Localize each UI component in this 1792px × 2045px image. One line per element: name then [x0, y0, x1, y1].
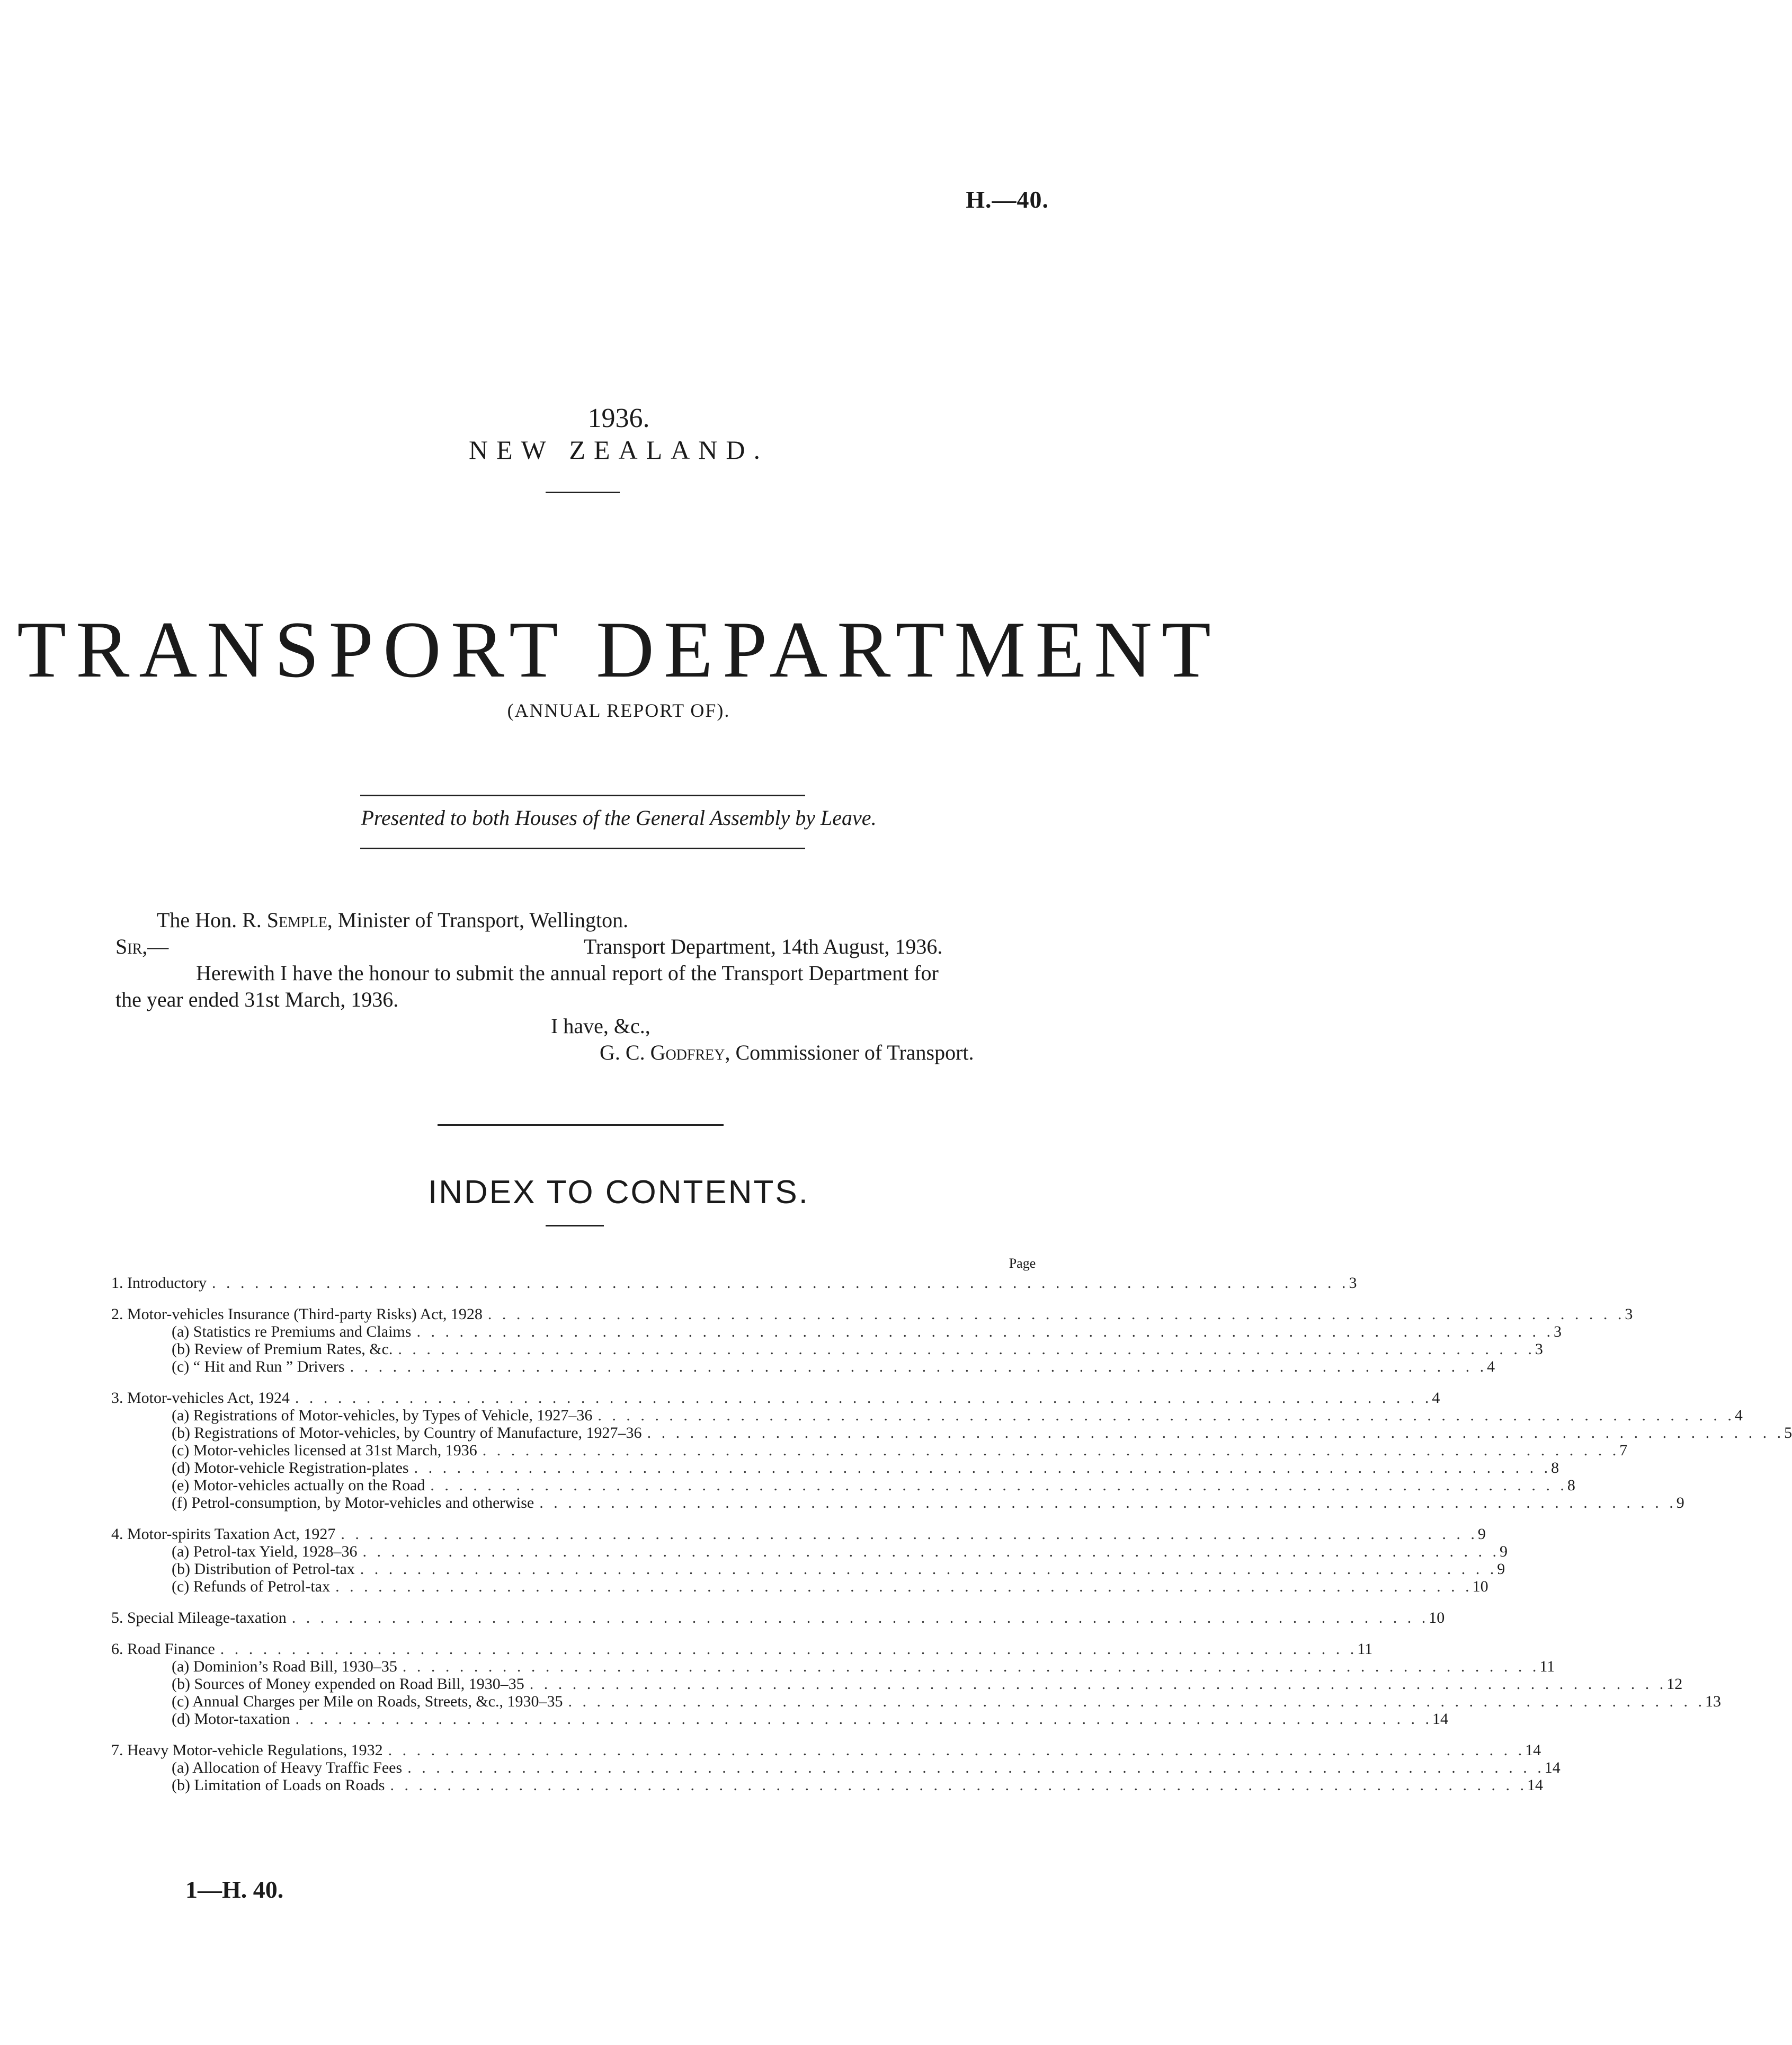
leader-dots: . . . . . . . . . . . . . . . . . . . . . . . . . . . . . . . . . . . . . . . . . . . . . . . . . . . . . . . . . . . . . . . . . . . . . . . . . . . . . . . .: [482, 1442, 1620, 1459]
toc-section: [111, 1741, 1541, 1759]
leader-dots: . . . . . . . . . . . . . . . . . . . . . . . . . . . . . . . . . . . . . . . . . . . . . . . . . . . . . . . . . . . . . . . . . . . . . . . . . . . . . . . .: [568, 1693, 1705, 1710]
leader-dots: . . . . . . . . . . . . . . . . . . . . . . . . . . . . . . . . . . . . . . . . . . . . . . . . . . . . . . . . . . . . . . . . . . . . . . . . . . . . . . . .: [291, 1609, 1429, 1626]
leader-dots: . . . . . . . . . . . . . . . . . . . . . . . . . . . . . . . . . . . . . . . . . . . . . . . . . . . . . . . . . . . . . . . . . . . . . . . . . . . . . . . .: [350, 1358, 1487, 1375]
toc-page-number: 14: [1525, 1741, 1541, 1759]
toc-subsection: [111, 1776, 1543, 1794]
toc-page-number: 3: [1625, 1305, 1633, 1323]
toc-page-number: 14: [1527, 1776, 1543, 1794]
leader-dots: . . . . . . . . . . . . . . . . . . . . . . . . . . . . . . . . . . . . . . . . . . . . . . . . . . . . . . . . . . . . . . . . . . . . . . . . . . . . . . . .: [647, 1424, 1785, 1442]
toc-label: (c) Refunds of Petrol-tax: [172, 1578, 331, 1595]
toc-label: 2. Motor-vehicles Insurance (Third-party Risks) Act, 1928: [111, 1305, 483, 1323]
leader-dots: . . . . . . . . . . . . . . . . . . . . . . . . . . . . . . . . . . . . . . . . . . . . . . . . . . . . . . . . . . . . . . . . . . . . . . . . . . . . . . . .: [220, 1640, 1358, 1658]
toc-label: 7. Heavy Motor-vehicle Regulations, 1932: [111, 1741, 383, 1759]
addressee-prefix: The Hon. R.: [157, 908, 267, 932]
toc-page-number: 3: [1349, 1274, 1357, 1292]
country-heading: NEW ZEALAND.: [469, 435, 769, 465]
toc-subsection: [111, 1658, 1555, 1675]
toc-label: (c) Annual Charges per Mile on Roads, Streets, &c., 1930–35: [172, 1693, 563, 1710]
leader-dots: . . . . . . . . . . . . . . . . . . . . . . . . . . . . . . . . . . . . . . . . . . . . . . . . . . . . . . . . . . . . . . . . . . . . . . . . . . . . . . . .: [598, 1407, 1735, 1424]
toc-label: (d) Motor-vehicle Registration-plates: [172, 1459, 409, 1477]
toc-page-number: 3: [1535, 1340, 1543, 1358]
toc-section: [111, 1525, 1486, 1543]
toc-page-number: 11: [1539, 1658, 1555, 1675]
toc-subsection: [111, 1323, 1562, 1340]
toc-label: (b) Review of Premium Rates, &c.: [172, 1340, 393, 1358]
toc-section: [111, 1640, 1373, 1658]
addressee-line: [157, 907, 628, 933]
toc-subsection: [111, 1340, 1543, 1358]
toc-label: (a) Dominion’s Road Bill, 1930–35: [172, 1658, 397, 1675]
leader-dots: . . . . . . . . . . . . . . . . . . . . . . . . . . . . . . . . . . . . . . . . . . . . . . . . . . . . . . . . . . . . . . . . . . . . . . . . . . . . . . . .: [414, 1459, 1552, 1477]
divider: [438, 1124, 724, 1126]
toc-label: 3. Motor-vehicles Act, 1924: [111, 1389, 290, 1407]
toc-page-number: 11: [1357, 1640, 1373, 1658]
toc-section: [111, 1274, 1357, 1292]
page-signature: 1—H. 40.: [185, 1876, 284, 1903]
signer-line: [600, 1039, 974, 1066]
toc-page-number: 9: [1676, 1494, 1684, 1511]
toc-label: (b) Registrations of Motor-vehicles, by Country of Manufacture, 1927–36: [172, 1424, 642, 1442]
toc-page-number: 10: [1472, 1578, 1488, 1595]
leader-dots: . . . . . . . . . . . . . . . . . . . . . . . . . . . . . . . . . . . . . . . . . . . . . . . . . . . . . . . . . . . . . . . . . . . . . . . . . . . . . . . .: [398, 1340, 1535, 1358]
toc-subsection: [111, 1494, 1684, 1511]
toc-page-number: 13: [1705, 1693, 1721, 1710]
toc-page-number: 12: [1666, 1675, 1683, 1693]
toc-subsection: [111, 1459, 1559, 1477]
leader-dots: . . . . . . . . . . . . . . . . . . . . . . . . . . . . . . . . . . . . . . . . . . . . . . . . . . . . . . . . . . . . . . . . . . . . . . . . . . . . . . . .: [539, 1494, 1677, 1511]
leader-dots: . . . . . . . . . . . . . . . . . . . . . . . . . . . . . . . . . . . . . . . . . . . . . . . . . . . . . . . . . . . . . . . . . . . . . . . . . . . . . . . .: [295, 1710, 1433, 1728]
toc-subsection: [111, 1543, 1508, 1560]
toc-page-number: 10: [1429, 1609, 1445, 1626]
toc-section: [111, 1389, 1440, 1407]
table-of-contents: [111, 1274, 1792, 1794]
toc-page-number: 9: [1499, 1543, 1508, 1560]
toc-subsection: [111, 1759, 1561, 1776]
leader-dots: . . . . . . . . . . . . . . . . . . . . . . . . . . . . . . . . . . . . . . . . . . . . . . . . . . . . . . . . . . . . . . . . . . . . . . . . . . . . . . . .: [341, 1525, 1478, 1543]
divider: [546, 1225, 604, 1226]
leader-dots: . . . . . . . . . . . . . . . . . . . . . . . . . . . . . . . . . . . . . . . . . . . . . . . . . . . . . . . . . . . . . . . . . . . . . . . . . . . . . . . .: [388, 1741, 1526, 1759]
toc-page-number: 4: [1734, 1407, 1743, 1424]
signer-name: Godfrey: [650, 1041, 725, 1064]
toc-page-number: 7: [1619, 1442, 1628, 1459]
toc-page-number: 9: [1497, 1560, 1505, 1578]
toc-label: (a) Allocation of Heavy Traffic Fees: [172, 1759, 403, 1776]
divider-top: [360, 795, 805, 796]
index-title: INDEX TO CONTENTS.: [427, 1174, 809, 1211]
addressee-suffix: , Minister of Transport, Wellington.: [327, 908, 629, 932]
leader-dots: . . . . . . . . . . . . . . . . . . . . . . . . . . . . . . . . . . . . . . . . . . . . . . . . . . . . . . . . . . . . . . . . . . . . . . . . . . . . . . . .: [362, 1543, 1500, 1560]
section-gap: [111, 1595, 1054, 1609]
toc-label: (b) Sources of Money expended on Road Bill, 1930–35: [172, 1675, 524, 1693]
leader-dots: . . . . . . . . . . . . . . . . . . . . . . . . . . . . . . . . . . . . . . . . . . . . . . . . . . . . . . . . . . . . . . . . . . . . . . . . . . . . . . . .: [407, 1759, 1545, 1776]
department-title: TRANSPORT DEPARTMENT: [17, 605, 1220, 694]
toc-page-number: 4: [1432, 1389, 1440, 1407]
toc-subsection: [111, 1407, 1743, 1424]
toc-subsection: [111, 1693, 1721, 1710]
leader-dots: . . . . . . . . . . . . . . . . . . . . . . . . . . . . . . . . . . . . . . . . . . . . . . . . . . . . . . . . . . . . . . . . . . . . . . . . . . . . . . . .: [211, 1274, 1349, 1292]
salutation: Sir,—: [115, 935, 169, 958]
toc-page-number: 8: [1551, 1459, 1559, 1477]
toc-section: [111, 1305, 1633, 1323]
toc-label: 6. Road Finance: [111, 1640, 215, 1658]
section-gap: [111, 1375, 1054, 1389]
toc-label: (c) “ Hit and Run ” Drivers: [172, 1358, 345, 1375]
closing: I have, &c.,: [551, 1014, 650, 1038]
toc-label: (c) Motor-vehicles licensed at 31st March, 1936: [172, 1442, 477, 1459]
leader-dots: . . . . . . . . . . . . . . . . . . . . . . . . . . . . . . . . . . . . . . . . . . . . . . . . . . . . . . . . . . . . . . . . . . . . . . . . . . . . . . . .: [430, 1477, 1567, 1494]
toc-page-number: 9: [1477, 1525, 1486, 1543]
toc-label: 1. Introductory: [111, 1274, 207, 1292]
leader-dots: . . . . . . . . . . . . . . . . . . . . . . . . . . . . . . . . . . . . . . . . . . . . . . . . . . . . . . . . . . . . . . . . . . . . . . . . . . . . . . . .: [529, 1675, 1667, 1693]
toc-subsection: [111, 1675, 1683, 1693]
date-line: Transport Department, 14th August, 1936.: [584, 935, 943, 958]
toc-page-number: 14: [1544, 1759, 1561, 1776]
section-gap: [111, 1626, 1054, 1640]
toc-page-number: 5: [1784, 1424, 1792, 1442]
toc-section: [111, 1609, 1445, 1626]
divider: [546, 492, 620, 493]
addressee-name: Semple: [266, 908, 327, 932]
toc-subsection: [111, 1424, 1792, 1442]
document-id: H.—40.: [966, 186, 1049, 213]
toc-label: (a) Statistics re Premiums and Claims: [172, 1323, 412, 1340]
toc-subsection: [111, 1560, 1505, 1578]
toc-subsection: [111, 1578, 1488, 1595]
leader-dots: . . . . . . . . . . . . . . . . . . . . . . . . . . . . . . . . . . . . . . . . . . . . . . . . . . . . . . . . . . . . . . . . . . . . . . . . . . . . . . . .: [295, 1389, 1432, 1407]
toc-label: 4. Motor-spirits Taxation Act, 1927: [111, 1525, 336, 1543]
toc-label: (a) Petrol-tax Yield, 1928–36: [172, 1543, 358, 1560]
toc-subsection: [111, 1477, 1575, 1494]
section-gap: [111, 1511, 1054, 1525]
leader-dots: . . . . . . . . . . . . . . . . . . . . . . . . . . . . . . . . . . . . . . . . . . . . . . . . . . . . . . . . . . . . . . . . . . . . . . . . . . . . . . . .: [390, 1776, 1527, 1794]
leader-dots: . . . . . . . . . . . . . . . . . . . . . . . . . . . . . . . . . . . . . . . . . . . . . . . . . . . . . . . . . . . . . . . . . . . . . . . . . . . . . . . .: [335, 1578, 1473, 1595]
page-column-label: Page: [1009, 1256, 1036, 1271]
toc-label: (b) Limitation of Loads on Roads: [172, 1776, 385, 1794]
leader-dots: . . . . . . . . . . . . . . . . . . . . . . . . . . . . . . . . . . . . . . . . . . . . . . . . . . . . . . . . . . . . . . . . . . . . . . . . . . . . . . . .: [360, 1560, 1497, 1578]
toc-page-number: 14: [1432, 1710, 1449, 1728]
toc-label: (b) Distribution of Petrol-tax: [172, 1560, 355, 1578]
signer-suffix: , Commissioner of Transport.: [725, 1041, 974, 1064]
leader-dots: . . . . . . . . . . . . . . . . . . . . . . . . . . . . . . . . . . . . . . . . . . . . . . . . . . . . . . . . . . . . . . . . . . . . . . . . . . . . . . . .: [402, 1658, 1540, 1675]
section-gap: [111, 1292, 1054, 1305]
letter-body-line1: Herewith I have the honour to submit the annual report of the Transport Department for: [196, 961, 939, 985]
report-subtitle: (ANNUAL REPORT OF).: [507, 700, 730, 721]
toc-subsection: [111, 1442, 1628, 1459]
toc-label: (f) Petrol-consumption, by Motor-vehicles and otherwise: [172, 1494, 534, 1511]
leader-dots: . . . . . . . . . . . . . . . . . . . . . . . . . . . . . . . . . . . . . . . . . . . . . . . . . . . . . . . . . . . . . . . . . . . . . . . . . . . . . . . .: [416, 1323, 1554, 1340]
toc-subsection: [111, 1358, 1495, 1375]
toc-page-number: 4: [1487, 1358, 1495, 1375]
letter-body-line2: the year ended 31st March, 1936.: [115, 988, 399, 1011]
toc-label: 5. Special Mileage-taxation: [111, 1609, 287, 1626]
toc-page-number: 3: [1553, 1323, 1562, 1340]
toc-subsection: [111, 1710, 1449, 1728]
toc-label: (d) Motor-taxation: [172, 1710, 290, 1728]
leader-dots: . . . . . . . . . . . . . . . . . . . . . . . . . . . . . . . . . . . . . . . . . . . . . . . . . . . . . . . . . . . . . . . . . . . . . . . . . . . . . . . .: [487, 1305, 1625, 1323]
section-gap: [111, 1728, 1054, 1741]
signer-prefix: G. C.: [600, 1041, 650, 1064]
divider-bottom: [360, 848, 805, 849]
presented-line: Presented to both Houses of the General Assembly by Leave.: [361, 806, 877, 830]
toc-label: (a) Registrations of Motor-vehicles, by Types of Vehicle, 1927–36: [172, 1407, 593, 1424]
report-year: 1936.: [587, 403, 650, 433]
toc-page-number: 8: [1567, 1477, 1575, 1494]
toc-label: (e) Motor-vehicles actually on the Road: [172, 1477, 425, 1494]
